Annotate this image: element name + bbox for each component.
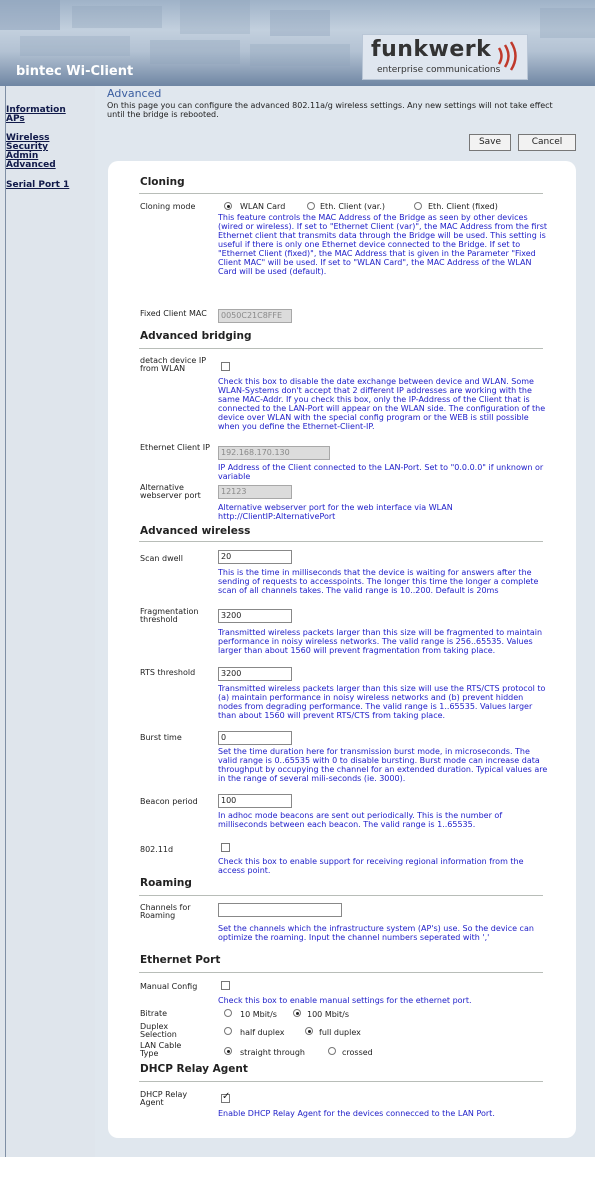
section-divider (139, 972, 543, 973)
radio-label-crossed: crossed (342, 1048, 373, 1057)
sidebar-item-wireless[interactable]: Wireless (6, 133, 50, 143)
dhcp-relay-help: Enable DHCP Relay Agent for the devices connecced to the LAN Port. (218, 1109, 495, 1118)
cloning-mode-radio-wlan-card[interactable] (224, 202, 232, 210)
funkwerk-logo (362, 34, 528, 80)
dhcp-relay-checkbox[interactable] (221, 1091, 231, 1103)
signal-waves-icon (495, 41, 525, 71)
scan-dwell-help: This is the time in milliseconds that the device is waiting for answers after the sending of requests to accesspoints. The longer this time the longer a complete scan of all channels takes. The valid range is 10..200. Default is 20ms (218, 568, 539, 595)
cloning-mode-radio-eth-var[interactable] (307, 202, 315, 210)
beacon-period-label: Beacon period (140, 797, 198, 806)
d11-label: 802.11d (140, 845, 174, 854)
section-title-roaming: Roaming (140, 877, 192, 889)
fragmentation-help: Transmitted wireless packets larger than this size will be fragmented to maintain performance in noisy wireless networks. The valid range is 256..65535. Values larger than about 1560 will prevent fragmentation from taking place. (218, 628, 543, 655)
eth-client-ip-input[interactable]: 192.168.170.130 (218, 446, 330, 460)
save-button[interactable]: Save (469, 134, 511, 151)
duplex-label: Duplex Selection (140, 1022, 177, 1039)
radio-label-100mbit: 100 Mbit/s (307, 1010, 350, 1019)
scan-dwell-label: Scan dwell (140, 554, 183, 563)
bitrate-radio-10[interactable] (224, 1009, 232, 1017)
sidebar-item-aps[interactable]: APs (6, 114, 25, 124)
channels-roaming-help: Set the channels which the infrastructure system (AP's) use. So the device can optimize the roaming. Input the channel numbers seperated with ',' (218, 924, 534, 942)
fragmentation-input[interactable]: 3200 (218, 609, 292, 623)
scan-dwell-input[interactable]: 20 (218, 550, 292, 564)
cancel-button[interactable]: Cancel (518, 134, 576, 151)
beacon-period-help: In adhoc mode beacons are sent out periodically. This is the number of milliseconds between each beacon. The valid range is 1..65535. (218, 811, 503, 829)
section-title-cloning: Cloning (140, 176, 185, 188)
radio-label-eth-fixed: Eth. Client (fixed) (428, 202, 498, 211)
channels-roaming-input[interactable] (218, 903, 342, 917)
detach-ip-label: detach device IP from WLAN (140, 356, 207, 373)
section-title-ethernet: Ethernet Port (140, 954, 221, 966)
sidebar-item-advanced[interactable]: Advanced (6, 160, 56, 170)
d11-help: Check this box to enable support for receiving regional information from the access point. (218, 857, 524, 875)
logo-tagline: enterprise communications (377, 65, 501, 75)
radio-label-wlan-card: WLAN Card (240, 202, 286, 211)
sidebar-item-serial-port-1[interactable]: Serial Port 1 (6, 180, 70, 190)
page-intro: On this page you can configure the advanced 802.11a/g wireless settings. Any new settings will not take effect until the bridge is rebooted. (107, 101, 553, 119)
cable-radio-straight[interactable] (224, 1047, 232, 1055)
cloning-mode-label: Cloning mode (140, 202, 196, 211)
radio-label-straight-through: straight through (240, 1048, 305, 1057)
app-title: bintec Wi-Client (16, 64, 134, 79)
eth-client-ip-label: Ethernet Client IP (140, 443, 210, 452)
radio-label-eth-var: Eth. Client (var.) (320, 202, 386, 211)
cloning-mode-radio-eth-fixed[interactable] (414, 202, 422, 210)
sidebar-item-admin[interactable]: Admin (6, 151, 39, 161)
detach-ip-checkbox[interactable] (221, 362, 230, 371)
manual-config-label: Manual Config (140, 982, 198, 991)
cable-type-label: LAN Cable Type (140, 1041, 182, 1058)
bitrate-label: Bitrate (140, 1009, 168, 1018)
section-divider (139, 895, 543, 896)
duplex-radio-half[interactable] (224, 1027, 232, 1035)
channels-roaming-label: Channels for Roaming (140, 903, 191, 920)
detach-ip-help: Check this box to disable the date exchange between device and WLAN. Some WLAN-Systems don't accept that 2 different IP addresses are working with the same MAC-Addr. If you check this box, only the IP-Address of the Client that is connected to the LAN-Port will appear on the WLAN side. The configuration of the device over WLAN with the special config program or the WEB is still possible when you define the Ethernet-Client-IP. (218, 377, 546, 431)
sidebar-item-security[interactable]: Security (6, 142, 49, 152)
burst-time-input[interactable]: 0 (218, 731, 292, 745)
sidebar-item-information[interactable]: Information (6, 105, 66, 115)
section-divider (139, 541, 543, 542)
rts-threshold-label: RTS threshold (140, 668, 196, 677)
burst-time-help: Set the time duration here for transmission burst mode, in microseconds. The valid range is 0..65535 with 0 to disable bursting. Burst mode can increase data throughput by occupying the channel for an extended duration. Typical values are in the range of several mili-seconds (ie. 3000). (218, 747, 548, 783)
header-banner (0, 0, 595, 86)
beacon-period-input[interactable]: 100 (218, 794, 292, 808)
section-title-bridging: Advanced bridging (140, 330, 252, 342)
alt-port-label: Alternative webserver port (140, 483, 201, 500)
d11-checkbox[interactable] (221, 843, 230, 852)
section-divider (139, 1081, 543, 1082)
manual-config-checkbox[interactable] (221, 981, 230, 990)
radio-label-10mbit: 10 Mbit/s (240, 1010, 277, 1019)
sidebar-divider (5, 86, 6, 1157)
bitrate-radio-100[interactable] (293, 1009, 301, 1017)
dhcp-relay-label: DHCP Relay Agent (140, 1090, 188, 1107)
section-divider (139, 348, 543, 349)
section-title-wireless: Advanced wireless (140, 525, 251, 537)
rts-threshold-input[interactable]: 3200 (218, 667, 292, 681)
sidebar-nav (0, 86, 95, 1157)
cable-radio-crossed[interactable] (328, 1047, 336, 1055)
fixed-mac-input[interactable]: 0050C21C8FFE (218, 309, 292, 323)
eth-client-ip-help: IP Address of the Client connected to the LAN-Port. Set to "0.0.0.0" if unknown or variable (218, 463, 544, 481)
burst-time-label: Burst time (140, 733, 182, 742)
rts-threshold-help: Transmitted wireless packets larger than this size will use the RTS/CTS protocol to (a) maintain performance in noisy wireless networks and (b) prevent hidden nodes from degrading performance. The valid range is 1..65535. Values larger than about 1560 will prevent RTS/CTS from taking place. (218, 684, 546, 720)
fragmentation-label: Fragmentation threshold (140, 607, 199, 624)
section-title-dhcp: DHCP Relay Agent (140, 1063, 248, 1075)
alt-port-help: Alternative webserver port for the web interface via WLAN http://ClientIP:AlternativePort (218, 503, 453, 521)
duplex-radio-full[interactable] (305, 1027, 313, 1035)
logo-wordmark: funkwerk (371, 37, 492, 62)
manual-config-help: Check this box to enable manual settings for the ethernet port. (218, 996, 472, 1005)
radio-label-half-duplex: half duplex (240, 1028, 285, 1037)
page-title: Advanced (107, 87, 162, 100)
checkmark-icon: ✓ (222, 1091, 231, 1102)
fixed-mac-label: Fixed Client MAC (140, 309, 207, 318)
section-divider (139, 193, 543, 194)
radio-label-full-duplex: full duplex (319, 1028, 361, 1037)
cloning-mode-help: This feature controls the MAC Address of the Bridge as seen by other devices (wired or wireless). If set to "Ethernet Client (var)", the MAC Address from the first Ethernet client that transmits data through the Bridge will be used. This setting is useful if there is only one Ethernet device connected to the Bridge. If set to "Ethernet Client (fixed)", the MAC Address that is given in the Parameter "Fixed Client MAC" will be used. If set to "WLAN Card", the MAC Address of the WLAN Card will be used (default). (218, 213, 548, 276)
alt-port-input[interactable]: 12123 (218, 485, 292, 499)
